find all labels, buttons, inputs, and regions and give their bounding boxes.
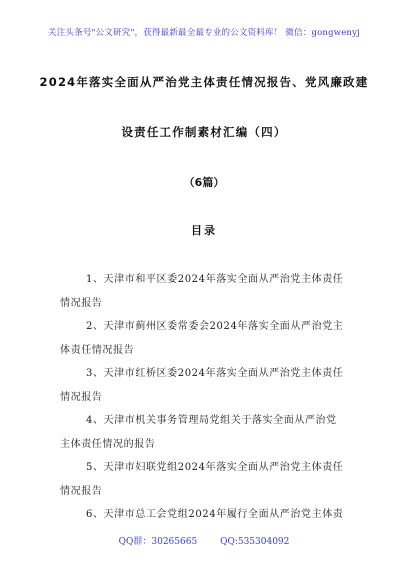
toc-item-text: 5、天津市妇联党组2024年落实全面从严治党主体责任 (86, 462, 344, 473)
toc-item-text: 4、天津市机关事务管理局党组关于落实全面从严治党 (86, 415, 337, 426)
toc-item-text-continued: 体责任情况报告 (60, 344, 135, 356)
toc-item-text: 2、天津市蓟州区委常委会2024年落实全面从严治党主 (86, 321, 344, 332)
footer-qq-contact: QQ:535304092 (220, 537, 290, 547)
toc-item-3[interactable] (60, 362, 360, 409)
table-of-contents (60, 268, 360, 527)
document-title-line-1: 2024年落实全面从严治党主体责任情况报告、党风廉政建 (39, 75, 369, 89)
toc-item-text-continued: 主体责任情况的报告 (60, 438, 156, 450)
toc-item-text-continued: 情况报告 (60, 391, 103, 403)
toc-item-text-continued: 情况报告 (60, 297, 103, 309)
header-note: 关注头条号"公文研究"，获得最新最全最专业的公文资料库！ 微信：gongwenyj (48, 28, 360, 38)
toc-item-2[interactable] (60, 315, 360, 362)
toc-item-1[interactable] (60, 268, 360, 315)
toc-item-text-continued: 情况报告 (60, 485, 103, 497)
footer (0, 534, 408, 547)
toc-item-text: 1、天津市和平区委2024年落实全面从严治党主体责任 (86, 274, 344, 285)
toc-item-text: 6、天津市总工会党组2024年履行全面从严治党主体责 (86, 509, 344, 520)
document-title-line-2: 设责任工作制素材汇编（四） (121, 125, 287, 139)
toc-item-5[interactable] (60, 456, 360, 503)
toc-heading: 目录 (191, 224, 217, 237)
toc-item-4[interactable] (60, 409, 360, 456)
footer-qq-group: QQ群：30265665 (118, 537, 198, 547)
toc-item-text: 3、天津市红桥区委2024年落实全面从严治党主体责任 (86, 368, 344, 379)
toc-item-6[interactable] (60, 503, 360, 527)
article-count: （6篇） (183, 176, 225, 189)
